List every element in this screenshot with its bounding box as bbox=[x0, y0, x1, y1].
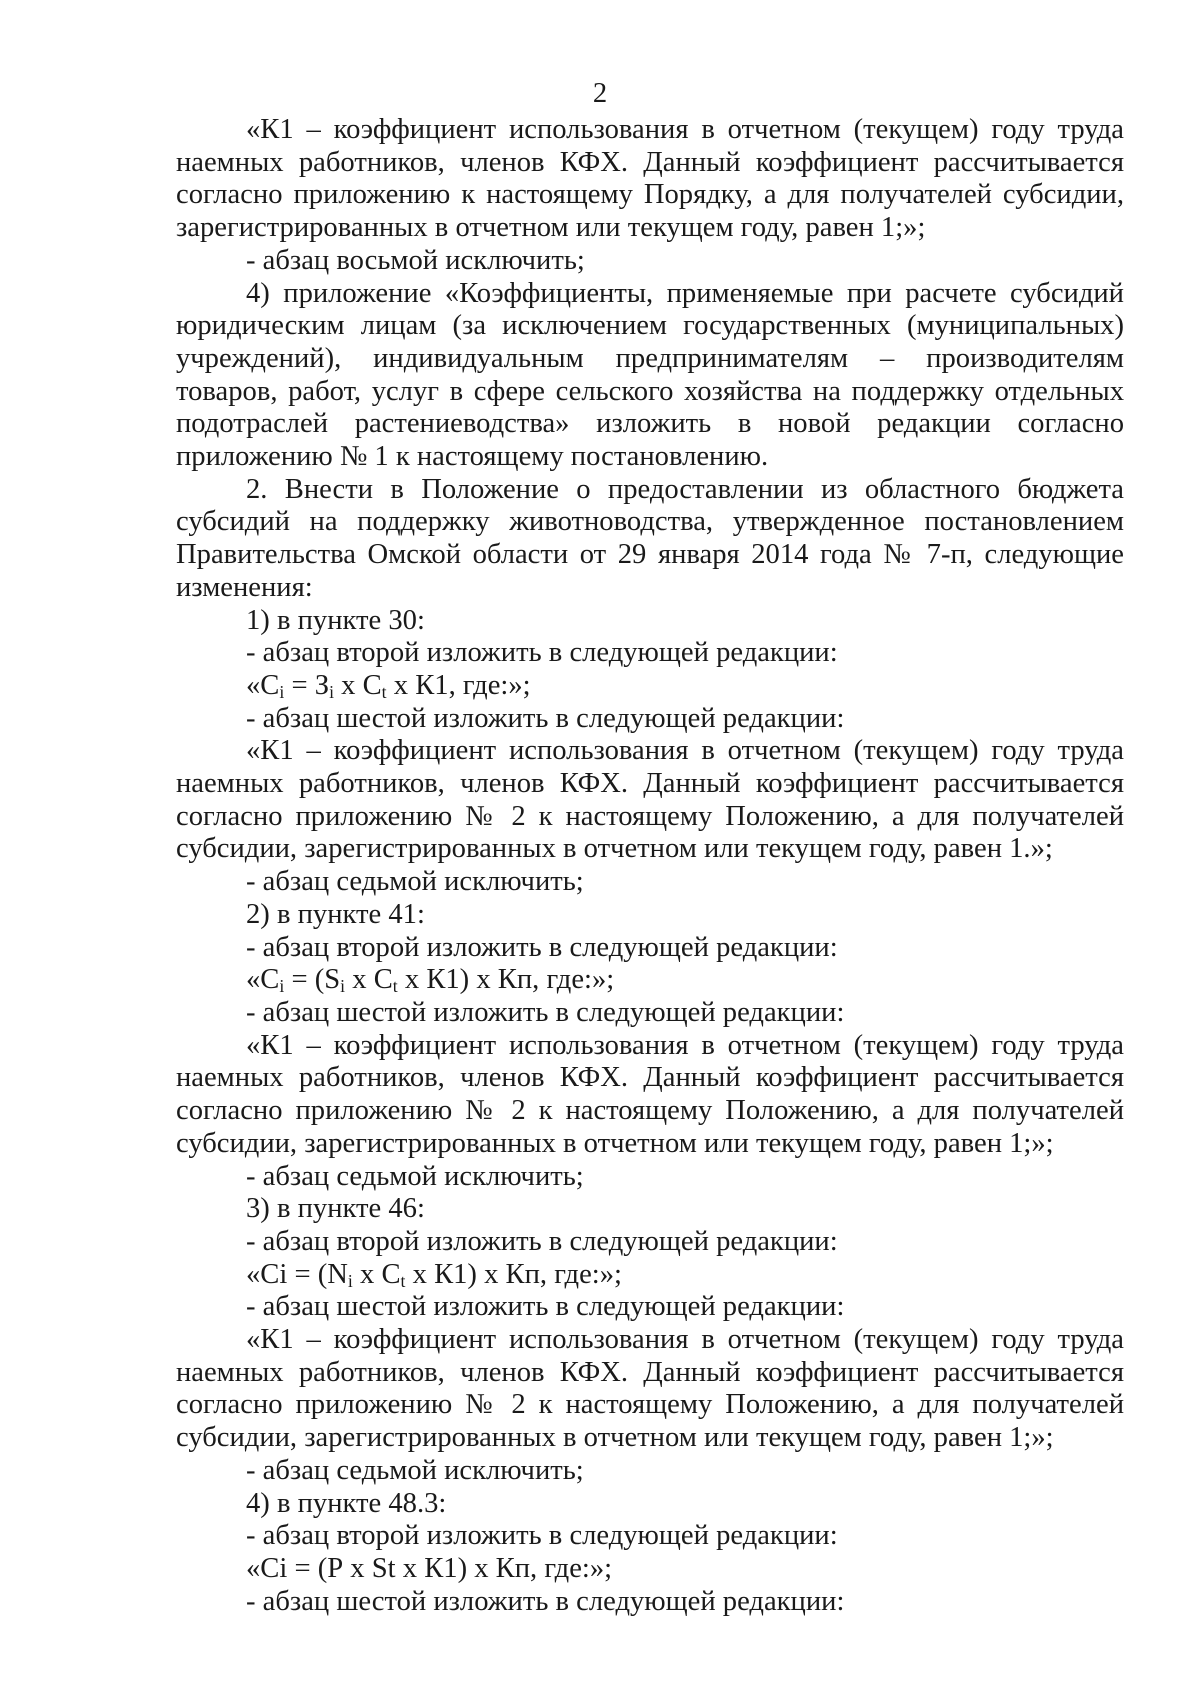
item-4-line-4: товаров, работ, услуг в сфере сельского хозяйства на поддержку отдельных bbox=[176, 375, 1124, 407]
second-abzac-instruction-4: - абзац второй изложить в следующей редакции: bbox=[246, 1520, 838, 1552]
formula-4: «Ci = (Р х St х К1) х Кп, где:»; bbox=[246, 1552, 613, 1584]
point-30-heading: 1) в пункте 30: bbox=[246, 604, 425, 636]
sixth-abzac-instruction-1: - абзац шестой изложить в следующей редакции: bbox=[246, 702, 845, 734]
page-number: 2 bbox=[592, 78, 608, 109]
item-4-line-3: учреждений), индивидуальным предпринимателям – производителям bbox=[176, 342, 1124, 374]
sixth-abzac-instruction-3: - абзац шестой изложить в следующей редакции: bbox=[246, 1291, 845, 1323]
formula-1: «$C_i = З_i$ х $C_t$ х К1, где:»; bbox=[246, 669, 531, 702]
item-4-line-6: приложению № 1 к настоящему постановлению. bbox=[176, 441, 769, 473]
k1-paragraph-4: «К1 – коэффициент использования в отчетном (текущем) году труда наемных работников, членов КФХ. Данный коэффициент рассчитывается согласно приложению № 2 к настоящему Положению, а для получателей субсидии, зарегистрированных в отчетном или текущем году, равен 1;»; bbox=[176, 1324, 1124, 1454]
exclude-paragraph-7-1: - абзац седьмой исключить; bbox=[246, 866, 584, 898]
item-4-paragraph bbox=[176, 278, 1124, 474]
item-2-paragraph: 2. Внести в Положение о предоставлении из областного бюджета субсидий на поддержку животноводства, утвержденное постановлением Правительства Омской области от 29 января 2014 года № 7-п, следующие изменения: bbox=[176, 473, 1124, 603]
item-4-line-5: подотраслей растениеводства» изложить в новой редакции согласно bbox=[176, 408, 1124, 440]
k1-paragraph-3: «К1 – коэффициент использования в отчетном (текущем) году труда наемных работников, членов КФХ. Данный коэффициент рассчитывается согласно приложению № 2 к настоящему Положению, а для получателей субсидии, зарегистрированных в отчетном или текущем году, равен 1;»; bbox=[176, 1029, 1124, 1159]
exclude-paragraph-8: - абзац восьмой исключить; bbox=[246, 244, 585, 276]
k1-paragraph-2: «К1 – коэффициент использования в отчетном (текущем) году труда наемных работников, членов КФХ. Данный коэффициент рассчитывается согласно приложению № 2 к настоящему Положению, а для получателей субсидии, зарегистрированных в отчетном или текущем году, равен 1.»; bbox=[176, 735, 1124, 865]
exclude-paragraph-7-2: - абзац седьмой исключить; bbox=[246, 1160, 584, 1192]
formula-2: «$C_i = (S_i$ х $C_t$ х К1) х Кп, где:»; bbox=[246, 964, 615, 997]
point-46-heading: 3) в пункте 46: bbox=[246, 1193, 425, 1225]
exclude-paragraph-7-3: - абзац седьмой исключить; bbox=[246, 1454, 584, 1486]
formula-3: «$Ci = (N_i$ х $C_t$ х К1) х Кп, где:»; bbox=[246, 1258, 622, 1291]
point-41-heading: 2) в пункте 41: bbox=[246, 898, 425, 930]
item-4-line-2: юридическим лицам (за исключением государственных (муниципальных) bbox=[176, 310, 1124, 342]
second-abzac-instruction-3: - абзац второй изложить в следующей редакции: bbox=[246, 1225, 838, 1257]
sixth-abzac-instruction-4: - абзац шестой изложить в следующей редакции: bbox=[246, 1585, 845, 1617]
second-abzac-instruction-1: - абзац второй изложить в следующей редакции: bbox=[246, 637, 838, 669]
document-body bbox=[176, 114, 1124, 1618]
second-abzac-instruction-2: - абзац второй изложить в следующей редакции: bbox=[246, 931, 838, 963]
sixth-abzac-instruction-2: - абзац шестой изложить в следующей редакции: bbox=[246, 996, 845, 1028]
point-48-3-heading: 4) в пункте 48.3: bbox=[246, 1487, 447, 1519]
k1-paragraph-1: «К1 – коэффициент использования в отчетном (текущем) году труда наемных работников, членов КФХ. Данный коэффициент рассчитывается согласно приложению к настоящему Порядку, а для получателей субсидии, зарегистрированных в отчетном или текущем году, равен 1;»; bbox=[176, 114, 1124, 244]
item-4-line-1: 4) приложение «Коэффициенты, применяемые при расчете субсидий bbox=[246, 277, 1124, 309]
